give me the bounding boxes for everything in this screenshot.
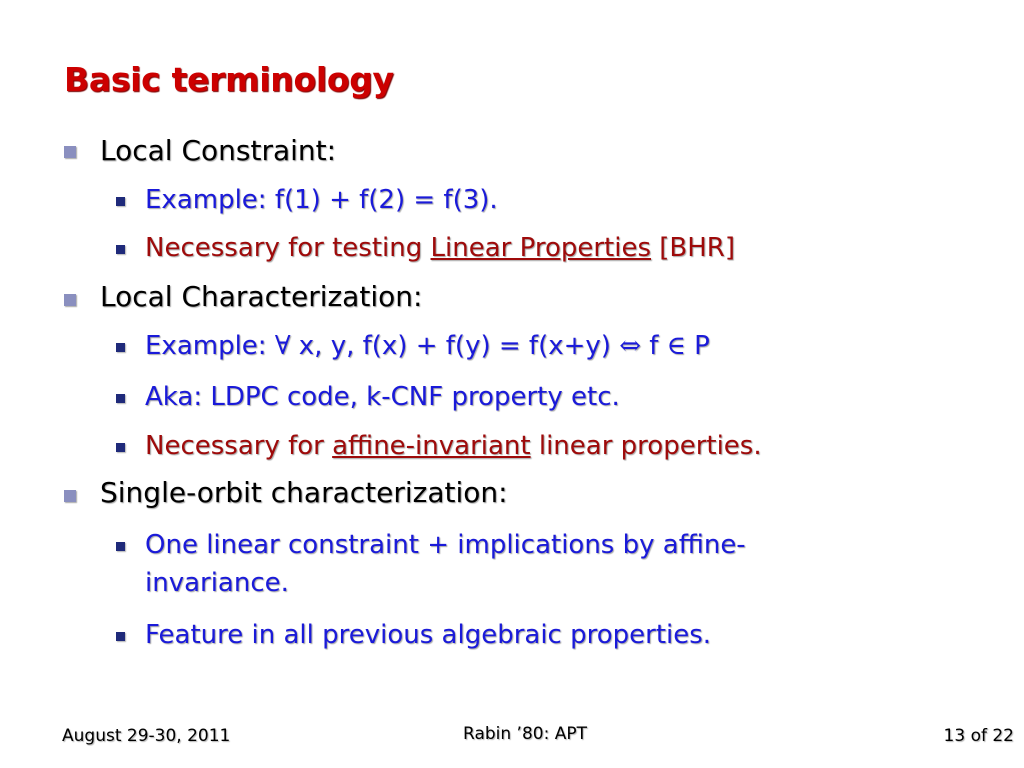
text-line: invariance. (145, 568, 289, 598)
bullet-single-orbit: Single-orbit characterization: (100, 476, 508, 509)
text-segment: [BHR] (651, 233, 736, 263)
text-segment: linear properties. (530, 431, 762, 461)
sub-bullet-icon (116, 343, 125, 352)
slide-title: Basic terminology (64, 60, 394, 99)
page-current: 13 (943, 726, 966, 746)
text-segment: Necessary for testing (145, 233, 431, 263)
bullet-local-constraint: Local Constraint: (100, 134, 337, 167)
underlined-term: Linear Properties (430, 233, 651, 263)
text-line: One linear constraint + implications by affine- (145, 530, 746, 560)
sub-bullet-aka: Aka: LDPC code, k-CNF property etc. (145, 382, 620, 412)
footer-date: August 29-30, 2011 (62, 726, 231, 746)
sub-bullet-icon (116, 443, 125, 452)
bullet-local-characterization: Local Characterization: (100, 280, 423, 313)
underlined-term: affine-invariant (332, 431, 531, 461)
sub-bullet-feature: Feature in all previous algebraic properties. (145, 620, 712, 650)
sub-bullet-example-characterization (145, 327, 710, 365)
sub-bullet-icon (116, 632, 125, 641)
text-segment: Necessary for (145, 431, 333, 461)
sub-bullet-icon (116, 394, 125, 403)
text-segment: x, y, f(x) + f(y) = f(x+y) (290, 331, 620, 361)
text-segment: Example: (145, 331, 275, 361)
sub-bullet-icon (116, 245, 125, 254)
forall-symbol: ∀ (274, 331, 291, 361)
iff-symbol: ⇔ (619, 331, 641, 361)
sub-bullet-icon (116, 197, 125, 206)
page-total: of 22 (965, 726, 1014, 746)
text-segment: f (640, 331, 667, 361)
text-segment: P (685, 331, 710, 361)
bullet-icon (64, 490, 76, 502)
sub-bullet-icon (116, 542, 125, 551)
footer-page-number (944, 726, 1014, 746)
bullet-icon (64, 294, 76, 306)
bullet-icon (64, 146, 76, 158)
element-of-symbol: ∈ (666, 331, 686, 361)
footer-title: Rabin ’80: APT (463, 724, 587, 744)
sub-bullet-linear-properties (145, 229, 735, 267)
sub-bullet-one-linear-constraint (145, 526, 746, 602)
sub-bullet-example-constraint: Example: f(1) + f(2) = f(3). (145, 185, 498, 215)
sub-bullet-affine-invariant (145, 427, 762, 465)
